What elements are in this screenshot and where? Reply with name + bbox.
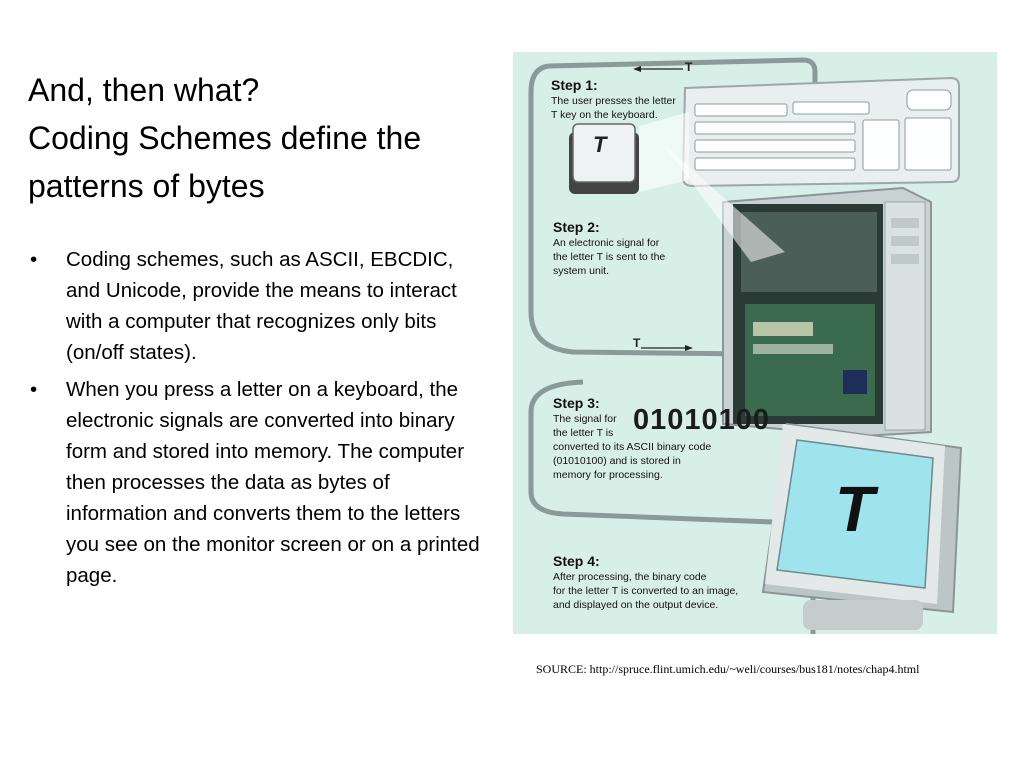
bullet-text: Coding schemes, such as ASCII, EBCDIC, and Unicode, provide the means to interact with a computer that recognizes only bits (on/off states). [66,248,457,364]
step-3-line: The signal for [553,413,617,425]
step-4-line: for the letter T is converted to an image, [553,585,739,597]
step-2-heading: Step 2: [553,219,600,235]
step-4-heading: Step 4: [553,553,600,569]
bullet-item [30,374,492,591]
step-3-line: the letter T is [553,427,614,439]
step-3-line: (01010100) and is stored in [553,455,681,467]
step-3-line: converted to its ASCII binary code [553,441,712,453]
step-4-line: and displayed on the output device. [553,599,719,611]
key-letter: T [593,132,607,157]
slide-title [28,66,498,210]
arrow-label-mid: T [633,336,641,350]
arrow-top-head [633,66,641,72]
figure-illustration [513,52,997,634]
bullet-marker: • [30,248,38,271]
bullet-marker: • [30,378,38,401]
system-unit-icon [663,144,931,436]
step-3-line: memory for processing. [553,469,663,481]
screen-letter: T [835,473,875,545]
bullet-list [30,244,492,597]
arrow-mid-head [685,345,693,351]
title-line-2: Coding Schemes define the [28,120,422,156]
step-2-text [553,218,665,278]
keyboard-icon [683,78,959,186]
step-1-line: T key on the keyboard. [551,109,658,121]
step-2-line: An electronic signal for [553,237,660,249]
step-3-heading: Step 3: [553,395,600,411]
source-citation: SOURCE: http://spruce.flint.umich.edu/~weli/courses/bus181/notes/chap4.html [536,662,920,676]
bullet-item [30,244,492,368]
step-2-line: system unit. [553,265,610,277]
step-2-line: the letter T is sent to the [553,251,666,263]
step-4-text [553,552,738,612]
arrow-label-top: T [685,60,693,74]
title-line-1: And, then what? [28,72,260,108]
step-1-line: The user presses the letter [551,95,676,107]
keyboard-to-monitor-figure [513,52,997,634]
title-line-3: patterns of bytes [28,168,265,204]
step-1-heading: Step 1: [551,77,598,93]
step-4-line: After processing, the binary code [553,571,707,583]
step-1-text [551,76,676,122]
binary-code: 01010100 [633,404,771,436]
bullet-text: When you press a letter on a keyboard, the electronic signals are converted into binary form and stored into memory. The computer then processes the data as bytes of information and converts them to the letters you see on the monitor screen or on a printed page. [66,378,480,587]
